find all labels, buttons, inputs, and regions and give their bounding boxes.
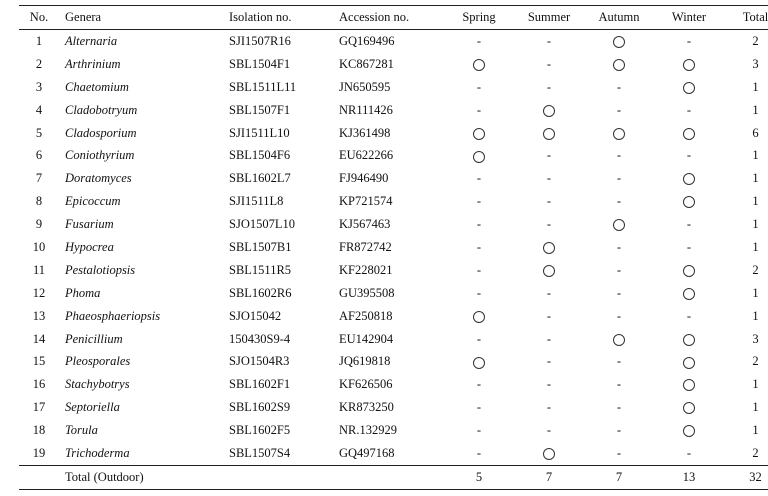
season-spring-cell: - xyxy=(476,262,482,277)
season-winter-cell xyxy=(654,282,724,305)
table-row xyxy=(19,350,768,373)
row-number: 10 xyxy=(32,239,46,254)
row-number: 5 xyxy=(35,125,43,140)
season-spring-cell: - xyxy=(476,331,482,346)
season-autumn-cell: - xyxy=(616,171,622,186)
table-row xyxy=(19,53,768,76)
isolation-no: SBL1602F1 xyxy=(229,377,291,392)
presence-circle-icon xyxy=(473,357,485,369)
season-autumn-cell xyxy=(584,328,654,351)
accession-no: KC867281 xyxy=(339,56,394,71)
season-summer-cell: - xyxy=(546,400,552,415)
presence-circle-icon xyxy=(683,196,695,208)
season-winter-cell xyxy=(654,396,724,419)
isolation-no: SJO1504R3 xyxy=(229,354,290,369)
presence-circle-icon xyxy=(473,128,485,140)
table-row xyxy=(19,419,768,442)
genus-name: Chaetomium xyxy=(65,79,129,94)
row-total: 1 xyxy=(752,194,759,209)
isolation-no: SBL1602L7 xyxy=(229,171,291,186)
season-winter-cell xyxy=(654,373,724,396)
season-summer-cell: - xyxy=(546,217,552,232)
row-total: 2 xyxy=(752,354,759,369)
presence-circle-icon xyxy=(683,59,695,71)
season-winter-cell: - xyxy=(686,308,692,323)
season-winter-cell xyxy=(654,53,724,76)
genus-name: Cladobotryum xyxy=(65,102,138,117)
row-total: 1 xyxy=(752,102,759,117)
season-winter-cell: - xyxy=(686,148,692,163)
presence-circle-icon xyxy=(543,448,555,460)
header-row xyxy=(19,6,768,30)
genus-name: Septoriella xyxy=(65,400,120,415)
season-autumn-cell: - xyxy=(616,239,622,254)
season-spring-cell: - xyxy=(476,171,482,186)
season-winter-cell: - xyxy=(686,239,692,254)
table-row xyxy=(19,305,768,328)
row-number: 13 xyxy=(32,308,46,323)
accession-no: NR111426 xyxy=(339,102,393,117)
season-summer-cell: - xyxy=(546,148,552,163)
table-row xyxy=(19,30,768,53)
header-summer: Summer xyxy=(514,6,584,30)
row-total: 2 xyxy=(752,33,759,48)
season-autumn-cell xyxy=(584,213,654,236)
table-row xyxy=(19,396,768,419)
row-total: 1 xyxy=(752,423,759,438)
season-winter-cell xyxy=(654,328,724,351)
genus-name: Epicoccum xyxy=(65,194,121,209)
total-autumn: 7 xyxy=(584,465,654,489)
row-number: 9 xyxy=(35,217,43,232)
genus-name: Phaeosphaeriopsis xyxy=(65,308,161,323)
row-total: 3 xyxy=(752,56,759,71)
table-row xyxy=(19,373,768,396)
presence-circle-icon xyxy=(613,334,625,346)
season-winter-cell xyxy=(654,167,724,190)
row-number: 6 xyxy=(35,148,43,163)
accession-no: KJ567463 xyxy=(339,217,391,232)
season-autumn-cell: - xyxy=(616,354,622,369)
season-winter-cell: - xyxy=(686,33,692,48)
header-winter: Winter xyxy=(654,6,724,30)
season-summer-cell: - xyxy=(546,377,552,392)
row-total: 1 xyxy=(752,171,759,186)
total-no-cell xyxy=(19,465,59,489)
isolation-no: SBL1602S9 xyxy=(229,400,291,415)
table-row xyxy=(19,328,768,351)
season-winter-cell: - xyxy=(686,102,692,117)
presence-circle-icon xyxy=(613,59,625,71)
season-summer-cell: - xyxy=(546,423,552,438)
header-autumn: Autumn xyxy=(584,6,654,30)
genus-name: Doratomyces xyxy=(65,171,132,186)
season-winter-cell xyxy=(654,419,724,442)
presence-circle-icon xyxy=(683,82,695,94)
accession-no: KJ361498 xyxy=(339,125,391,140)
season-autumn-cell: - xyxy=(616,194,622,209)
table-row xyxy=(19,167,768,190)
total-iso-cell xyxy=(229,465,339,489)
accession-no: JN650595 xyxy=(339,79,391,94)
presence-circle-icon xyxy=(683,288,695,300)
accession-no: GU395508 xyxy=(339,285,395,300)
isolation-no: SJI1511L10 xyxy=(229,125,290,140)
season-autumn-cell: - xyxy=(616,400,622,415)
row-number: 1 xyxy=(35,33,43,48)
season-autumn-cell: - xyxy=(616,102,622,117)
presence-circle-icon xyxy=(683,265,695,277)
season-summer-cell: - xyxy=(546,354,552,369)
season-autumn-cell: - xyxy=(616,148,622,163)
season-summer-cell: - xyxy=(546,308,552,323)
season-summer-cell: - xyxy=(546,56,552,71)
accession-no: GQ169496 xyxy=(339,33,395,48)
season-spring-cell: - xyxy=(476,79,482,94)
row-total: 2 xyxy=(752,262,759,277)
accession-no: FR872742 xyxy=(339,239,392,254)
season-spring-cell: - xyxy=(476,400,482,415)
presence-circle-icon xyxy=(613,219,625,231)
genus-name: Torula xyxy=(65,423,98,438)
accession-no: EU142904 xyxy=(339,331,394,346)
season-spring-cell: - xyxy=(476,217,482,232)
genus-name: Stachybotrys xyxy=(65,377,130,392)
row-total: 1 xyxy=(752,239,759,254)
season-summer-cell: - xyxy=(546,285,552,300)
isolation-no: SBL1507B1 xyxy=(229,239,292,254)
total-winter: 13 xyxy=(654,465,724,489)
genus-name: Alternaria xyxy=(65,33,118,48)
total-summer: 7 xyxy=(514,465,584,489)
season-autumn-cell xyxy=(584,122,654,145)
genus-name: Penicillium xyxy=(65,331,123,346)
season-spring-cell xyxy=(444,305,514,328)
presence-circle-icon xyxy=(683,173,695,185)
season-spring-cell: - xyxy=(476,194,482,209)
season-summer-cell xyxy=(514,236,584,259)
table-row xyxy=(19,76,768,99)
season-autumn-cell: - xyxy=(616,285,622,300)
table-row xyxy=(19,259,768,282)
table-row xyxy=(19,190,768,213)
row-total: 1 xyxy=(752,400,759,415)
season-spring-cell: - xyxy=(476,285,482,300)
table-row xyxy=(19,442,768,465)
presence-circle-icon xyxy=(543,242,555,254)
presence-circle-icon xyxy=(473,311,485,323)
header-accession: Accession no. xyxy=(339,6,444,30)
accession-no: KF626506 xyxy=(339,377,393,392)
isolation-no: SBL1602R6 xyxy=(229,285,292,300)
table-row xyxy=(19,144,768,167)
season-autumn-cell: - xyxy=(616,308,622,323)
accession-no: AF250818 xyxy=(339,308,393,323)
season-summer-cell: - xyxy=(546,194,552,209)
isolation-no: SJI1507R16 xyxy=(229,33,291,48)
season-winter-cell xyxy=(654,76,724,99)
genus-name: Pestalotiopsis xyxy=(65,262,136,277)
row-total: 1 xyxy=(752,377,759,392)
genus-name: Pleosporales xyxy=(65,354,131,369)
row-number: 2 xyxy=(35,56,43,71)
season-spring-cell xyxy=(444,350,514,373)
row-number: 3 xyxy=(35,79,43,94)
accession-no: KF228021 xyxy=(339,262,393,277)
accession-no: KR873250 xyxy=(339,400,394,415)
isolation-no: SBL1602F5 xyxy=(229,423,291,438)
isolation-no: SBL1507S4 xyxy=(229,445,291,460)
season-winter-cell: - xyxy=(686,445,692,460)
isolation-no: SBL1511L11 xyxy=(229,79,297,94)
season-autumn-cell: - xyxy=(616,79,622,94)
total-acc-cell xyxy=(339,465,444,489)
row-total: 2 xyxy=(752,445,759,460)
header-total: Total xyxy=(724,6,768,30)
season-winter-cell xyxy=(654,122,724,145)
presence-circle-icon xyxy=(683,334,695,346)
row-total: 1 xyxy=(752,79,759,94)
row-number: 14 xyxy=(32,331,46,346)
isolation-no: SJI1511L8 xyxy=(229,194,284,209)
header-spring: Spring xyxy=(444,6,514,30)
accession-no: GQ497168 xyxy=(339,445,395,460)
season-spring-cell: - xyxy=(476,423,482,438)
season-spring-cell: - xyxy=(476,377,482,392)
season-winter-cell xyxy=(654,190,724,213)
header-no: No. xyxy=(19,6,59,30)
season-summer-cell xyxy=(514,442,584,465)
season-summer-cell xyxy=(514,259,584,282)
presence-circle-icon xyxy=(473,59,485,71)
season-summer-cell: - xyxy=(546,33,552,48)
season-spring-cell: - xyxy=(476,445,482,460)
season-summer-cell xyxy=(514,99,584,122)
presence-circle-icon xyxy=(543,128,555,140)
season-spring-cell xyxy=(444,53,514,76)
season-spring-cell xyxy=(444,122,514,145)
row-total: 1 xyxy=(752,285,759,300)
header-genera: Genera xyxy=(59,6,229,30)
row-number: 19 xyxy=(32,445,46,460)
season-spring-cell: - xyxy=(476,102,482,117)
season-autumn-cell: - xyxy=(616,423,622,438)
row-total: 1 xyxy=(752,148,759,163)
season-summer-cell: - xyxy=(546,331,552,346)
accession-no: KP721574 xyxy=(339,194,393,209)
row-total: 3 xyxy=(752,331,759,346)
season-winter-cell xyxy=(654,350,724,373)
total-row xyxy=(19,465,768,489)
row-number: 18 xyxy=(32,423,46,438)
row-number: 7 xyxy=(35,171,43,186)
season-spring-cell xyxy=(444,144,514,167)
table-row xyxy=(19,282,768,305)
accession-no: EU622266 xyxy=(339,148,394,163)
season-spring-cell: - xyxy=(476,33,482,48)
genus-name: Arthrinium xyxy=(65,56,121,71)
row-number: 4 xyxy=(35,102,43,117)
isolation-no: SBL1504F1 xyxy=(229,56,291,71)
isolation-no: 150430S9-4 xyxy=(229,331,291,346)
table-row xyxy=(19,122,768,145)
fungal-genera-table xyxy=(19,5,768,490)
table-row xyxy=(19,99,768,122)
season-winter-cell xyxy=(654,259,724,282)
genus-name: Trichoderma xyxy=(65,445,130,460)
presence-circle-icon xyxy=(683,357,695,369)
isolation-no: SBL1507F1 xyxy=(229,102,291,117)
genus-name: Fusarium xyxy=(65,217,114,232)
accession-no: NR.132929 xyxy=(339,423,397,438)
total-spring: 5 xyxy=(444,465,514,489)
row-number: 17 xyxy=(32,400,46,415)
table-body xyxy=(19,30,768,466)
season-spring-cell: - xyxy=(476,239,482,254)
row-total: 1 xyxy=(752,217,759,232)
presence-circle-icon xyxy=(683,402,695,414)
row-number: 12 xyxy=(32,285,46,300)
season-autumn-cell: - xyxy=(616,445,622,460)
presence-circle-icon xyxy=(683,379,695,391)
isolation-no: SBL1511R5 xyxy=(229,262,292,277)
genus-name: Phoma xyxy=(65,285,101,300)
header-isolation: Isolation no. xyxy=(229,6,339,30)
row-number: 11 xyxy=(32,262,46,277)
season-autumn-cell xyxy=(584,53,654,76)
row-number: 8 xyxy=(35,194,43,209)
total-total: 32 xyxy=(724,465,768,489)
season-autumn-cell: - xyxy=(616,262,622,277)
isolation-no: SBL1504F6 xyxy=(229,148,291,163)
genus-name: Coniothyrium xyxy=(65,148,135,163)
table-row xyxy=(19,213,768,236)
total-label: Total (Outdoor) xyxy=(59,465,229,489)
season-summer-cell: - xyxy=(546,171,552,186)
presence-circle-icon xyxy=(543,105,555,117)
row-number: 16 xyxy=(32,377,46,392)
presence-circle-icon xyxy=(473,151,485,163)
row-number: 15 xyxy=(32,354,46,369)
table-row xyxy=(19,236,768,259)
season-summer-cell xyxy=(514,122,584,145)
accession-no: FJ946490 xyxy=(339,171,389,186)
accession-no: JQ619818 xyxy=(339,354,391,369)
presence-circle-icon xyxy=(613,36,625,48)
presence-circle-icon xyxy=(683,425,695,437)
genus-name: Hypocrea xyxy=(65,239,114,254)
season-autumn-cell: - xyxy=(616,377,622,392)
genus-name: Cladosporium xyxy=(65,125,137,140)
presence-circle-icon xyxy=(543,265,555,277)
isolation-no: SJO1507L10 xyxy=(229,217,295,232)
season-summer-cell: - xyxy=(546,79,552,94)
presence-circle-icon xyxy=(613,128,625,140)
row-total: 6 xyxy=(752,125,759,140)
isolation-no: SJO15042 xyxy=(229,308,282,323)
season-winter-cell: - xyxy=(686,217,692,232)
row-total: 1 xyxy=(752,308,759,323)
season-autumn-cell xyxy=(584,30,654,53)
presence-circle-icon xyxy=(683,128,695,140)
